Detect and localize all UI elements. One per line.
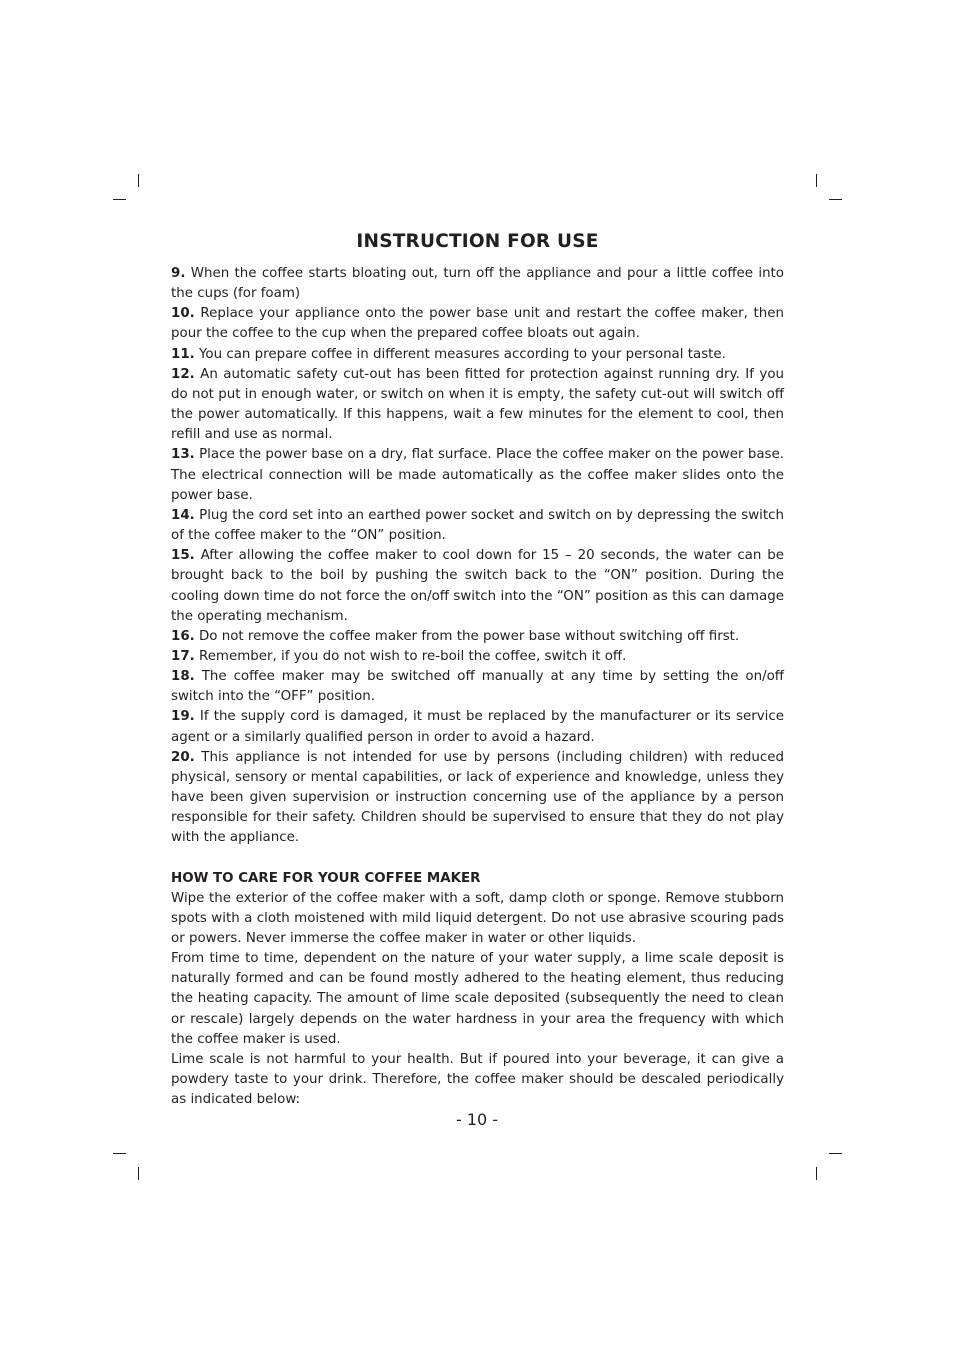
item-text: Replace your appliance onto the power base unit and restart the coffee maker, then pour the coffee to the cup when the prepared coffee bloats out again. xyxy=(171,306,784,342)
item-text: If the supply cord is damaged, it must be replaced by the manufacturer or its service agent or a similarly qualified person in order to avoid a hazard. xyxy=(171,709,784,745)
crop-mark-top-right-vertical xyxy=(816,174,817,187)
item-number: 19. xyxy=(171,709,195,725)
item-number: 10. xyxy=(171,306,195,322)
item-number: 15. xyxy=(171,548,195,564)
item-text: Do not remove the coffee maker from the power base without switching off first. xyxy=(194,628,740,644)
item-number: 16. xyxy=(171,628,195,644)
list-item xyxy=(171,627,784,647)
item-number: 11. xyxy=(171,346,195,362)
item-text: An automatic safety cut-out has been fitted for protection against running dry. If you do not put in enough water, or switch on when it is empty, the safety cut-out will switch off the power automatically. If this happens, wait a few minutes for the element to cool, then refill and use as normal. xyxy=(171,366,784,443)
item-number: 18. xyxy=(171,669,195,685)
crop-mark-bottom-left-horizontal xyxy=(113,1153,126,1154)
list-item xyxy=(171,304,784,344)
list-item xyxy=(171,707,784,747)
item-number: 14. xyxy=(171,507,195,523)
care-paragraph: Wipe the exterior of the coffee maker with a soft, damp cloth or sponge. Remove stubborn spots with a cloth moistened with mild liquid detergent. Do not use abrasive scouring pads or powers. Never immerse the coffee maker in water or other liquids. xyxy=(171,890,784,946)
list-item xyxy=(171,365,784,446)
item-text: When the coffee starts bloating out, turn off the appliance and pour a little coffee into the cups (for foam) xyxy=(171,266,784,302)
list-item xyxy=(171,647,784,667)
crop-mark-bottom-right-horizontal xyxy=(829,1153,842,1154)
item-number: 13. xyxy=(171,447,195,463)
item-text: You can prepare coffee in different measures according to your personal taste. xyxy=(194,346,726,362)
item-text: After allowing the coffee maker to cool down for 15 – 20 seconds, the water can be brought back to the boil by pushing the switch back to the “ON” position. During the cooling down time do not force the on/off switch into the “ON” position as this can damage the operating mechanism. xyxy=(171,548,784,624)
instruction-list xyxy=(171,264,784,849)
care-paragraph: Lime scale is not harmful to your health. But if poured into your beverage, it can give a powdery taste to your drink. Therefore, the coffee maker should be descaled periodically as indicated below: xyxy=(171,1051,784,1108)
item-number: 20. xyxy=(171,749,195,765)
crop-mark-top-left-horizontal xyxy=(113,199,126,200)
care-section xyxy=(171,869,784,1111)
section-heading: HOW TO CARE FOR YOUR COFFEE MAKER xyxy=(171,870,481,886)
list-item xyxy=(171,748,784,849)
care-paragraph: From time to time, dependent on the nature of your water supply, a lime scale deposit is naturally formed and can be found mostly adhered to the heating element, thus reducing the heating capacity. The amount of lime scale deposited (subsequently the need to clean or rescale) largely depends on the water hardness in your area the frequency with which the coffee maker is used. xyxy=(171,951,784,1047)
page-number: - 10 - xyxy=(455,1110,499,1129)
crop-mark-bottom-left-vertical xyxy=(138,1167,139,1180)
item-number: 12. xyxy=(171,366,195,382)
item-text: Place the power base on a dry, flat surface. Place the coffee maker on the power base. The electrical connection will be made automatically as the coffee maker slides onto the power base. xyxy=(171,447,784,503)
item-number: 17. xyxy=(171,648,195,664)
item-number: 9. xyxy=(171,266,186,281)
list-item xyxy=(171,546,784,627)
crop-mark-bottom-right-vertical xyxy=(816,1167,817,1180)
item-text: This appliance is not intended for use by persons (including children) with reduced physical, sensory or mental capabilities, or lack of experience and knowledge, unless they have been given supervision or instruction concerning use of the appliance by a person responsible for their safety. Children should be supervised to ensure that they do not play with the appliance. xyxy=(171,749,784,846)
list-item xyxy=(171,264,784,304)
page-title: INSTRUCTION FOR USE xyxy=(356,231,599,252)
list-item xyxy=(171,667,784,707)
item-text: Remember, if you do not wish to re-boil the coffee, switch it off. xyxy=(194,648,627,664)
crop-mark-top-right-horizontal xyxy=(829,199,842,200)
crop-mark-top-left-vertical xyxy=(138,174,139,187)
page-content xyxy=(171,229,784,1110)
list-item xyxy=(171,506,784,546)
list-item xyxy=(171,445,784,505)
item-text: The coffee maker may be switched off manually at any time by setting the on/off switch into the “OFF” position. xyxy=(171,669,784,705)
item-text: Plug the cord set into an earthed power socket and switch on by depressing the switch of the coffee maker to the “ON” position. xyxy=(171,507,784,544)
list-item xyxy=(171,345,784,365)
